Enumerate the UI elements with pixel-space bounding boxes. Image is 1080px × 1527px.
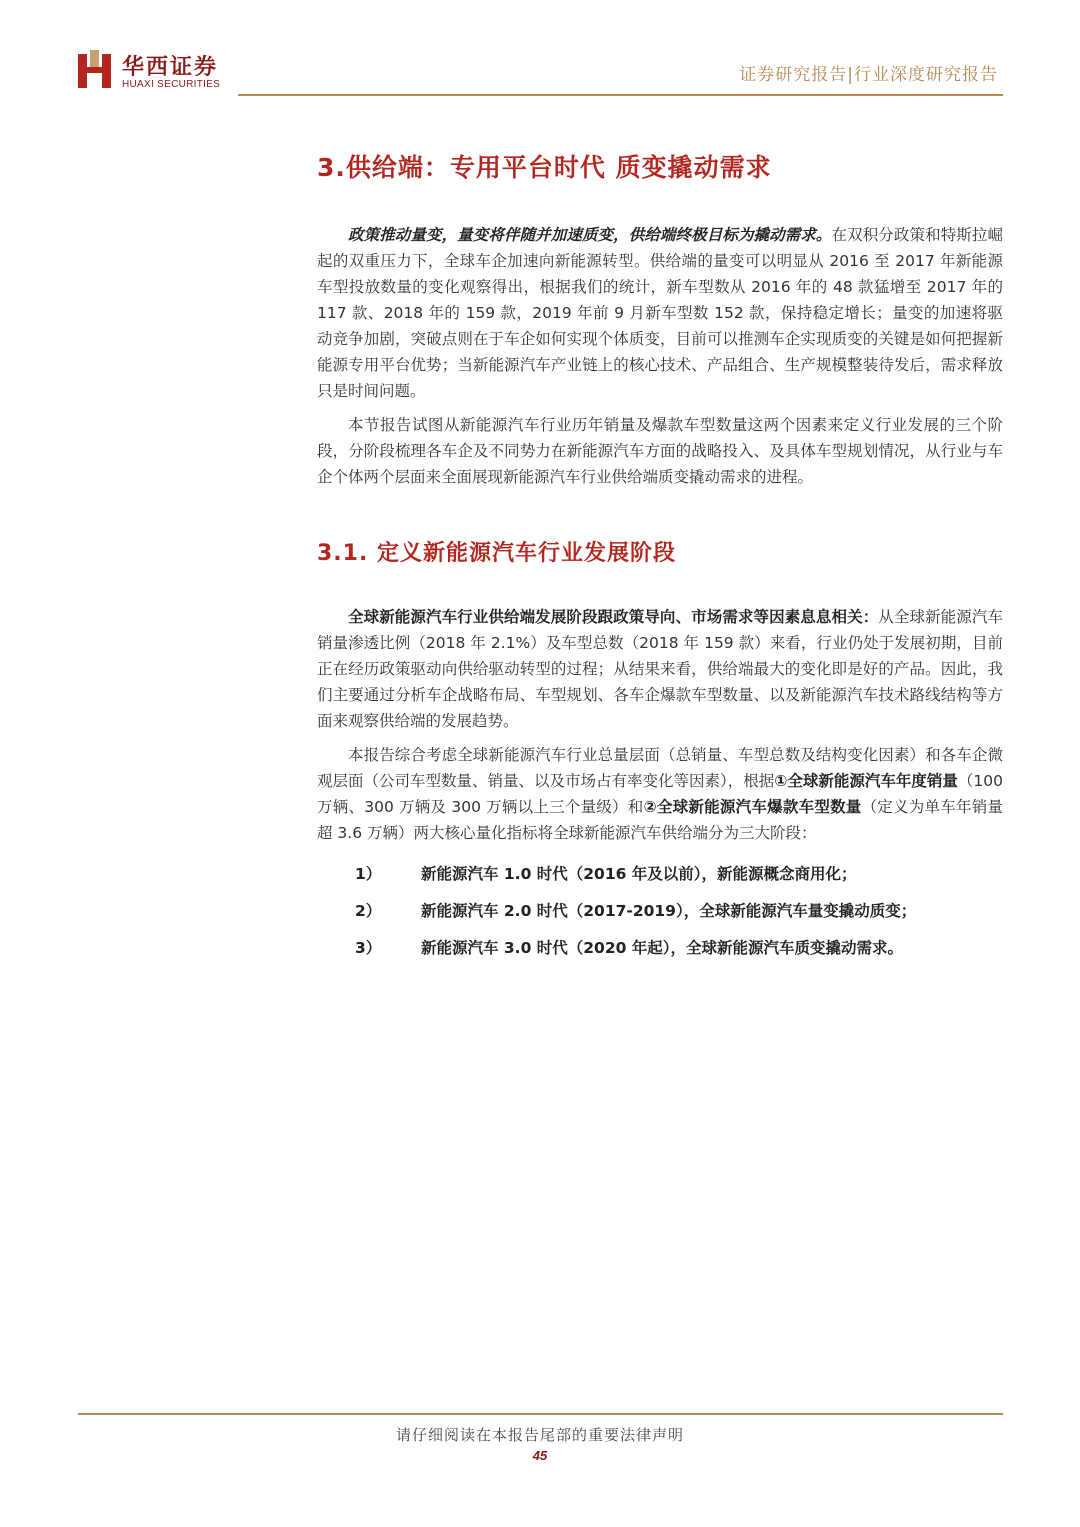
paragraph-lead: 政策推动量变，量变将伴随并加速质变，供给端终极目标为撬动需求。	[348, 226, 832, 244]
section-paragraph-1	[317, 222, 1003, 404]
list-item-text: 新能源汽车 1.0 时代（2016 年及以前），新能源概念商用化；	[421, 865, 857, 883]
logo-chinese-name: 华西证券	[122, 55, 219, 80]
list-item	[317, 893, 1003, 930]
paragraph-body: 在双积分政策和特斯拉崛起的双重压力下，全球车企加速向新能源转型。供给端的量变可以明显从 2016 至 2017 年新能源车型投放数量的变化观察得出，根据我们的统计，新车型数从 2016 年的 48 款猛增至 2017 年的 117 款、2018 年的 159 款，2019 年前 9 月新车型数 152 款，保持稳定增长；量变的加速将驱动竞争加剧，突破点则在于车企如何实现个体质变，目前可以推测车企实现质变的关键是如何把握新能源专用平台优势；当新能源汽车产业链上的核心技术、产品组合、生产规模整装待发后，需求释放只是时间问题。	[317, 226, 1003, 400]
paragraph-text: 本报告综合考虑全球新能源汽车行业总量层面（总销量、车型总数及结构变化因素）和各车企微观层面（公司车型数量、销量、以及市场占有率变化等因素），根据	[317, 746, 1003, 790]
report-body	[317, 140, 1003, 967]
page-header	[0, 0, 1080, 100]
paragraph-body: 从全球新能源汽车销量渗透比例（2018 年 2.1%）及车型总数（2018 年 159 款）来看，行业仍处于发展初期，目前正在经历政策驱动向供给驱动转型的过程；从结果来看，供给端最大的变化即是好的产品。因此，我们主要通过分析车企战略布局、车型规划、各车企爆款车型数量、以及新能源汽车技术路线结构等方面来观察供给端的发展趋势。	[317, 608, 1003, 730]
list-item	[317, 856, 1003, 893]
section-title: 3.供给端：专用平台时代 质变撬动需求	[317, 153, 772, 182]
indicator-2: ②全球新能源汽车爆款车型数量	[643, 798, 862, 816]
logo-english-name: HUAXI SECURITIES	[122, 79, 221, 90]
list-item-number: 3）	[355, 939, 382, 957]
subsection-paragraph-1	[317, 604, 1003, 734]
paragraph-lead: 全球新能源汽车行业供给端发展阶段跟政策导向、市场需求等因素息息相关：	[348, 608, 879, 626]
list-item-number: 1）	[355, 865, 382, 883]
paragraph-text: （定义为单车年销量超 3.6 万辆）两大核心量化指标将全球新能源汽车供给端分为三大阶段：	[317, 798, 1003, 842]
subsection-paragraph-2	[317, 742, 1003, 846]
header-divider	[238, 94, 1003, 96]
paragraph-text: （100 万辆、300 万辆及 300 万辆以上三个量级）和	[317, 772, 1003, 816]
subsection-title: 3.1. 定义新能源汽车行业发展阶段	[317, 541, 676, 566]
list-item-text: 新能源汽车 2.0 时代（2017-2019），全球新能源汽车量变撬动质变；	[421, 902, 917, 920]
report-category: 证券研究报告|行业深度研究报告	[739, 65, 998, 85]
legal-notice: 请仔细阅读在本报告尾部的重要法律声明	[395, 1426, 684, 1444]
section-paragraph-2: 本节报告试图从新能源汽车行业历年销量及爆款车型数量这两个因素来定义行业发展的三个阶段，分阶段梳理各车企及不同势力在新能源汽车方面的战略投入、及具体车型规划情况，从行业与车企个体两个层面来全面展现新能源汽车行业供给端质变撬动需求的进程。	[317, 416, 1003, 486]
list-item-number: 2）	[355, 902, 382, 920]
page-number: 45	[532, 1448, 548, 1463]
indicator-1: ①全球新能源汽车年度销量	[774, 772, 958, 790]
footer-divider	[78, 1413, 1003, 1415]
huaxi-logo-icon	[78, 50, 112, 88]
list-item	[317, 930, 1003, 967]
list-item-text: 新能源汽车 3.0 时代（2020 年起），全球新能源汽车质变撬动需求。	[421, 939, 904, 957]
stage-list	[317, 856, 1003, 967]
